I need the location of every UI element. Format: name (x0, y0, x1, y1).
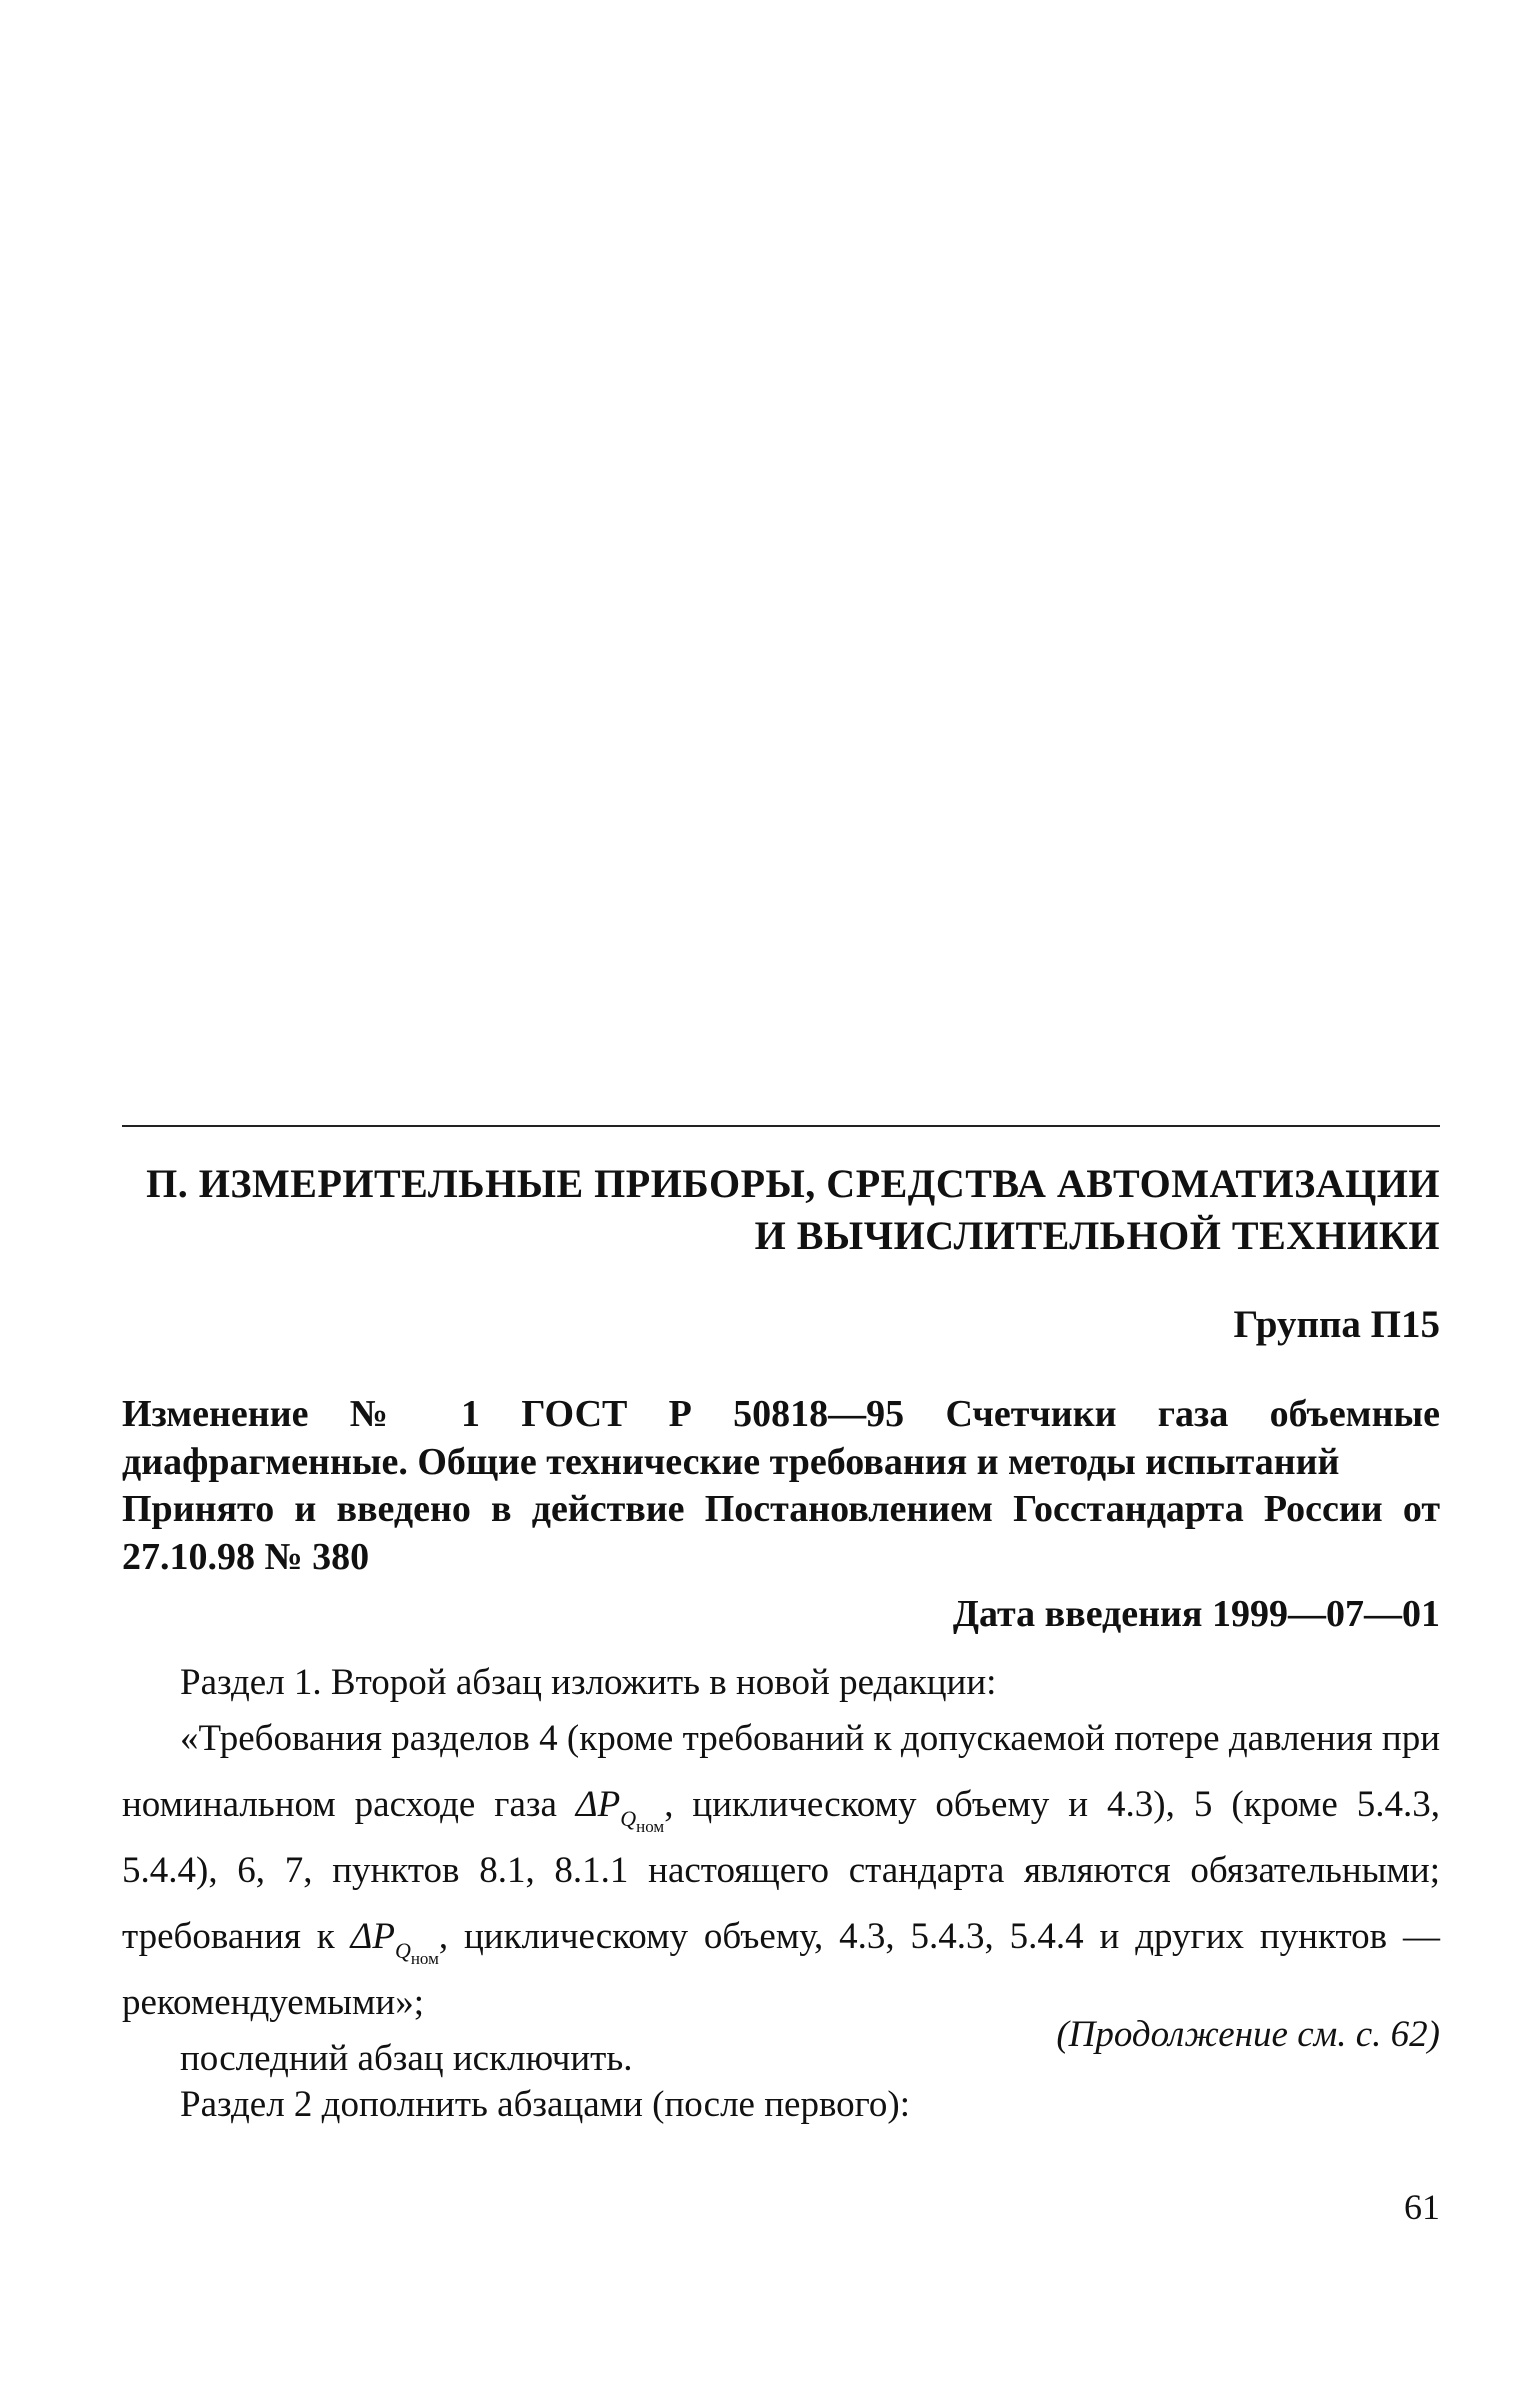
formula-symbol: ΔP (575, 1784, 621, 1825)
formula-pressure-loss (575, 1784, 665, 1836)
formula-subscript: Q (620, 1806, 637, 1831)
paragraph-section-1: Раздел 1. Второй абзац изложить в новой редакции: (180, 1662, 997, 1703)
section-heading-line-1: П. ИЗМЕРИТЕЛЬНЫЕ ПРИБОРЫ, СРЕДСТВА АВТОМАТИЗАЦИИ (146, 1161, 1440, 1206)
formula-sub-subscript: ном (410, 1949, 439, 1968)
paragraph-requirements (122, 1706, 1440, 2036)
section-heading-line-2: И ВЫЧИСЛИТЕЛЬНОЙ ТЕХНИКИ (754, 1213, 1440, 1258)
paragraph-requirements-part-2: , циклическому объему и 4.3), 5 (кроме 5.4.3, 5.4.4), 6, 7, пунктов 8.1, 8.1.1 настоящего стандарта являются обязательными; требования к (122, 1784, 1440, 1957)
section-heading (122, 1158, 1440, 1262)
formula-symbol: ΔP (350, 1916, 395, 1957)
formula-sub-subscript: ном (636, 1817, 665, 1836)
paragraph-section-2: Раздел 2 дополнить абзацами (после первого): (180, 2084, 911, 2125)
formula-subscript: Q (394, 1938, 411, 1963)
continuation-note: (Продолжение см. с. 62) (1056, 2014, 1440, 2055)
paragraph-requirements-part-3: , циклическому объему, 4.3, 5.4.3, 5.4.4 и других пунктов — рекомендуемыми»; (122, 1916, 1440, 2023)
paragraph-last-removed: последний абзац исключить. (180, 2038, 633, 2079)
adoption-statement: Принято и введено в действие Постановлением Госстандарта России от 27.10.98 № 380 (122, 1488, 1440, 1578)
top-rule (122, 1125, 1440, 1127)
paragraph-requirements-part-1: «Требования разделов 4 (кроме требований к допускаемой потере давления при номинальном расходе газа (122, 1718, 1440, 1825)
effective-date: Дата введения 1999—07—01 (952, 1593, 1440, 1635)
group-label: Группа П15 (1233, 1303, 1440, 1346)
formula-pressure-loss-2 (350, 1916, 439, 1968)
amendment-title: Изменение № 1 ГОСТ Р 50818—95 Счетчики газа объемные диафрагменные. Общие технические требования и методы испытаний (122, 1393, 1440, 1483)
page-number: 61 (1404, 2187, 1440, 2227)
